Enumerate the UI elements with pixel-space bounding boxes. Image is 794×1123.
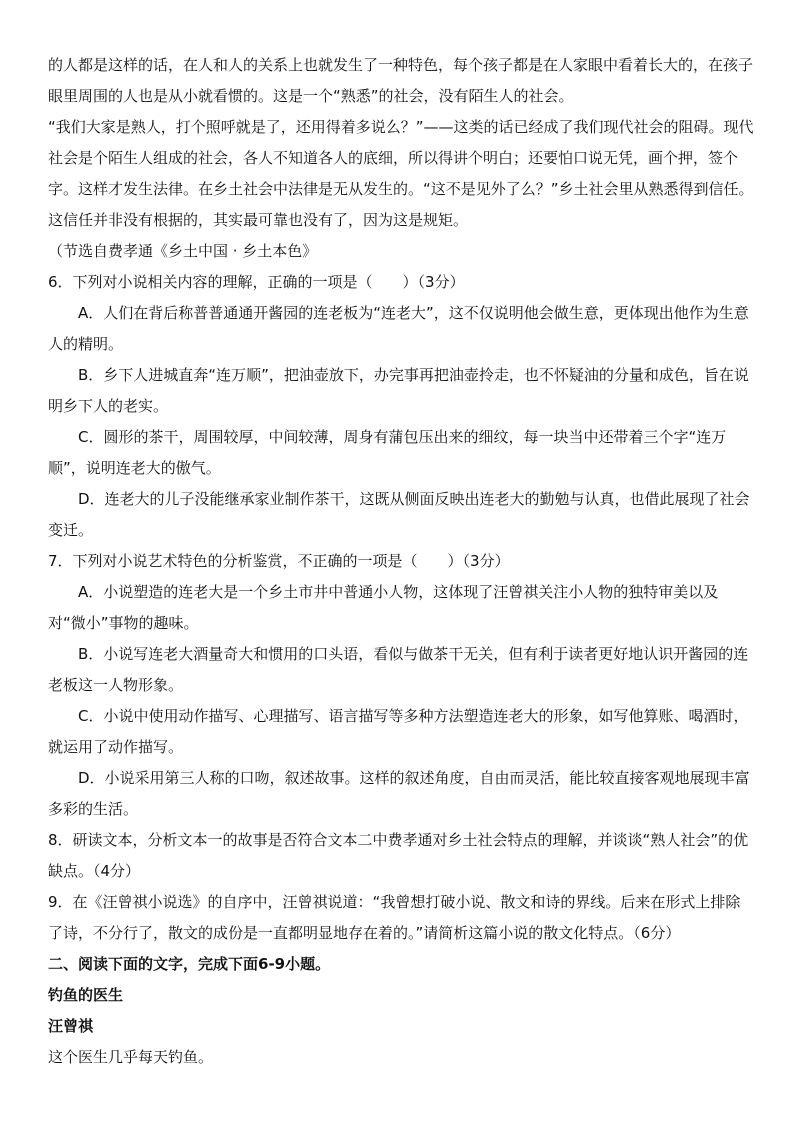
question-6-option-b: B．乡下人进城直奔“连万顺”，把油壶放下，办完事再把油壶拎走，也不怀疑油的分量和成色，旨在说明乡下人的老实。 [48,366,749,415]
question-7-option-b: B．小说写连老大酒量奇大和惯用的口头语，看似与做茶干无关，但有利于读者更好地认识开酱园的连老板这一人物形象。 [48,645,749,694]
question-6-option-c: C．圆形的茶干，周围较厚，中间较薄，周身有蒲包压出来的细纹，每一块当中还带着三个字“连万顺”，说明连老大的傲气。 [48,428,727,477]
question-6-option-a: A．人们在背后称普普通通开酱园的连老板为“连老大”，这不仅说明他会做生意，更体现出他作为生意人的精明。 [48,304,749,353]
story-title: 钓鱼的医生 [48,986,124,1004]
passage-source: （节选自费孝通《乡土中国 · 乡土本色》 [48,242,318,260]
story-author: 汪曾祺 [48,1017,94,1035]
passage-paragraph-2: “我们大家是熟人，打个照呼就是了，还用得着多说么？”——这类的话已经成了我们现代社会的阻碍。现代社会是个陌生人组成的社会，各人不知道各人的底细，所以得讲个明白；还要怕口说无凭，画个押，签个字。这样才发生法律。在乡土社会中法律是无从发生的。“这不是见外了么？”乡土社会里从熟悉得到信任。这信任并非没有根据的，其实最可靠也没有了，因为这是规矩。 [48,118,754,229]
question-7-option-c: C．小说中使用动作描写、心理描写、语言描写等多种方法塑造连老大的形象，如写他算账、喝酒时，就运用了动作描写。 [48,707,749,756]
question-7-option-d: D．小说采用第三人称的口吻，叙述故事。这样的叙述角度，自由而灵活，能比较直接客观地展现丰富多彩的生活。 [48,769,750,818]
question-7-stem: 7．下列对小说艺术特色的分析鉴赏，不正确的一项是（ ）（3分） [48,552,510,570]
story-first-line: 这个医生几乎每天钓鱼。 [48,1048,214,1066]
document-page [48,50,754,1073]
question-6-stem: 6．下列对小说相关内容的理解，正确的一项是（ ）（3分） [48,273,465,291]
section-2-heading: 二、阅读下面的文字，完成下面6-9小题。 [48,955,331,973]
question-9: 9．在《汪曾祺小说选》的自序中，汪曾祺说道：“我曾想打破小说、散文和诗的界线。后来在形式上排除了诗，不分行了，散文的成份是一直都明显地存在着的。”请简析这篇小说的散文化特点。（6分） [48,893,741,942]
question-8: 8．研读文本，分析文本一的故事是否符合文本二中费孝通对乡土社会特点的理解，并谈谈“熟人社会”的优缺点。（4分） [48,831,749,880]
passage-paragraph-1: 的人都是这样的话，在人和人的关系上也就发生了一种特色，每个孩子都是在人家眼中看着长大的，在孩子眼里周围的人也是从小就看惯的。这是一个“熟悉”的社会，没有陌生人的社会。 [48,56,754,105]
question-7-option-a: A．小说塑造的连老大是一个乡土市井中普通小人物，这体现了汪曾祺关注小人物的独特审美以及对“微小”事物的趣味。 [48,583,719,632]
question-6-option-d: D．连老大的儿子没能继承家业制作茶干，这既从侧面反映出连老大的勤勉与认真，也借此展现了社会变迁。 [48,490,750,539]
